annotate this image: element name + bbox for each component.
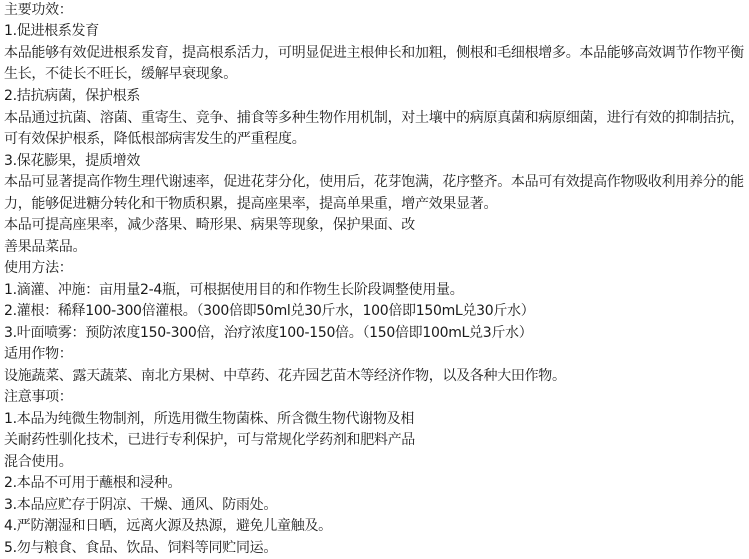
note-3: 3.本品应贮存于阴凉、干燥、通风、防雨处。: [4, 497, 278, 513]
usage-item-1: 1.滴灌、冲施：亩用量2-4瓶，可根据使用目的和作物生长阶段调整使用量。: [4, 282, 464, 298]
note-1-line-2: 关耐药性驯化技术，已进行专利保护，可与常规化学药剂和肥料产品: [4, 432, 415, 448]
effect-3-title: 3.保花膨果，提质增效: [4, 153, 141, 169]
note-2: 2.本品不可用于蘸根和浸种。: [4, 475, 182, 491]
effect-2-text-line-1: 本品通过抗菌、溶菌、重寄生、竞争、捕食等多种生物作用机制，对土壤中的病原真菌和病原细菌，进行有效的抑制拮抗，: [4, 110, 744, 126]
effect-1-title: 1.促进根系发育: [4, 23, 99, 39]
note-1-line-1: 1.本品为纯微生物制剂，所选用微生物菌株、所含微生物代谢物及相: [4, 411, 415, 427]
effect-3-text-line-3: 本品可提高座果率，减少落果、畸形果、病果等现象，保护果面、改: [4, 217, 415, 233]
usage-item-2: 2.灌根：稀释100-300倍灌根。（300倍即50ml兑30斤水，100倍即150mL兑30斤水）: [4, 303, 535, 319]
effect-3-text-line-1: 本品可显著提高作物生理代谢速率，促进花芽分化，使用后，花芽饱满，花序整齐。本品可有效提高作物吸收利用养分的能: [4, 174, 744, 190]
usage-item-3: 3.叶面喷雾：预防浓度150-300倍，治疗浓度100-150倍。（150倍即100mL兑3斤水）: [4, 325, 533, 341]
note-5: 5.勿与粮食、食品、饮品、饲料等同贮同运。: [4, 540, 278, 556]
effect-1-text-line-1: 本品能够有效促进根系发育，提高根系活力，可明显促进主根伸长和加粗，侧根和毛细根增多。本品能够高效调节作物平衡: [4, 45, 744, 61]
section-heading-crops: 适用作物：: [4, 346, 73, 362]
note-4: 4.严防潮湿和日晒，远离火源及热源，避免儿童触及。: [4, 518, 332, 534]
effect-2-text-line-2: 可有效保护根系，降低根部病害发生的严重程度。: [4, 131, 306, 147]
section-heading-usage: 使用方法：: [4, 260, 73, 276]
effect-2-title: 2.拮抗病菌，保护根系: [4, 88, 141, 104]
note-1-line-3: 混合使用。: [4, 454, 73, 470]
effect-3-text-line-4: 善果品菜品。: [4, 239, 87, 255]
effect-3-text-line-2: 力，能够促进糖分转化和干物质积累，提高座果率，提高单果重，增产效果显著。: [4, 196, 498, 212]
effect-1-text-line-2: 生长，不徒长不旺长，缓解早衰现象。: [4, 66, 237, 82]
crops-text: 设施蔬菜、露天蔬菜、南北方果树、中草药、花卉园艺苗木等经济作物，以及各种大田作物。: [4, 368, 566, 384]
section-heading-notes: 注意事项：: [4, 389, 73, 405]
section-heading-main-effects: 主要功效：: [4, 2, 73, 18]
